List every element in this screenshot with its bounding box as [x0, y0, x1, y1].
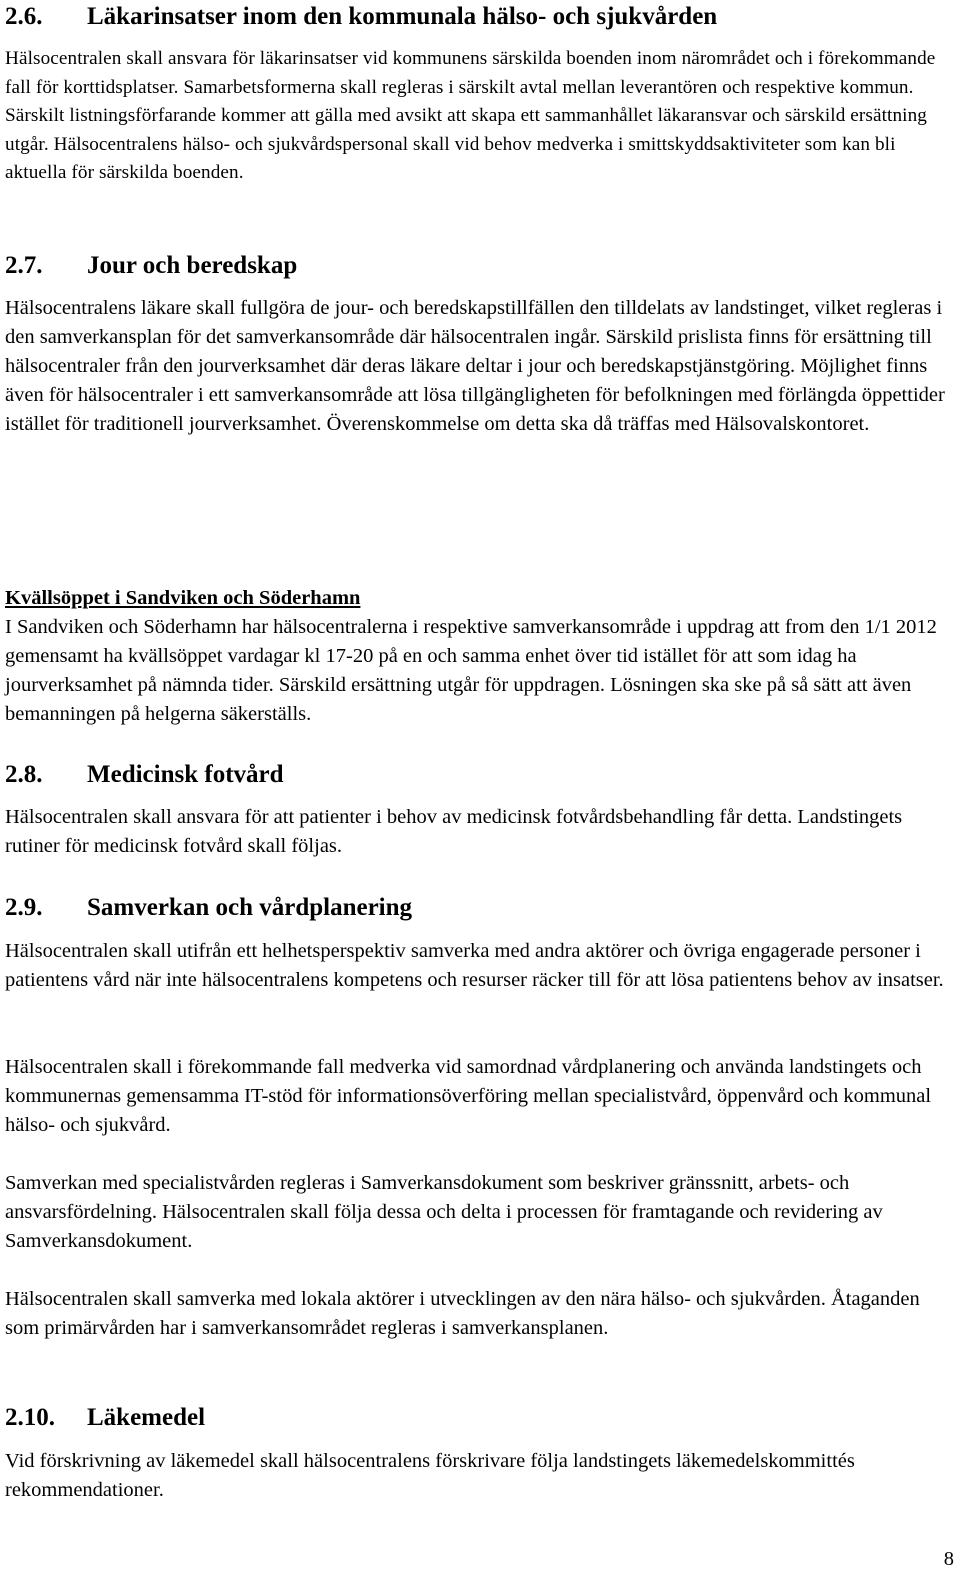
section-2-7-heading [5, 251, 956, 281]
section-number: 2.10. [5, 1404, 55, 1431]
section-2-9-heading [5, 893, 956, 923]
section-2-7-paragraph: Hälsocentralens läkare skall fullgöra de jour- och beredskapstillfällen den tilldelats av landstinget, vilket regleras i den samverkansplan för det samverkansområde där hälsocentralen ingår. Särskild prislista finns för ersättning till hälsocentraler från den jourverksamhet där deras läkare deltar i jour och beredskapstjänstgöring. Möjlighet finns även för hälsocentraler i ett samverkansområde att lösa tillgängligheten för befolkningen med förlängda öppettider istället för traditionell jourverksamhet. Överenskommelse om detta ska då träffas med Hälsovalskontoret. [5, 297, 945, 435]
section-2-10-heading [5, 1403, 956, 1433]
section-2-9-paragraph-4: Hälsocentralen skall samverka med lokala aktörer i utvecklingen av den nära hälso- och sjukvården. Åtaganden som primärvården har i samverkansområdet regleras i samverkansplanen. [5, 1288, 920, 1339]
section-2-10-paragraph: Vid förskrivning av läkemedel skall hälsocentralens förskrivare följa landstingets läkemedelskommittés rekommendationer. [5, 1450, 855, 1501]
kvallsoppet-paragraph: I Sandviken och Söderhamn har hälsocentralerna i respektive samverkansområde i uppdrag att from den 1/1 2012 gemensamt ha kvällsöppet vardagar kl 17-20 på en och samma enhet över tid istället för att som idag ha jourverksamhet på nämnda tider. Särskild ersättning utgår för uppdragen. Lösningen ska ske på så sätt att även bemanningen på helgerna säkerställs. [5, 616, 937, 725]
section-title: Läkarinsatser inom den kommunala hälso- och sjukvården [87, 3, 718, 30]
section-2-8-paragraph: Hälsocentralen skall ansvara för att patienter i behov av medicinsk fotvårdsbehandling får detta. Landstingets rutiner för medicinsk fotvård skall följas. [5, 806, 903, 857]
section-number: 2.6. [5, 3, 43, 30]
section-2-9-paragraph-1: Hälsocentralen skall utifrån ett helhetsperspektiv samverka med andra aktörer och övriga engagerade personer i patientens vård när inte hälsocentralens kompetens och resurser räcker till för att lösa patientens behov av insatser. [5, 940, 944, 991]
page-number: 8 [943, 1548, 954, 1570]
section-2-6-heading [5, 2, 956, 32]
section-2-9-paragraph-3: Samverkan med specialistvården regleras i Samverkansdokument som beskriver gränssnitt, arbets- och ansvarsfördelning. Hälsocentralen skall följa dessa och delta i processen för framtagande och revidering av Samverkansdokument. [5, 1172, 883, 1252]
section-title: Samverkan och vårdplanering [87, 894, 413, 921]
section-number: 2.7. [5, 252, 43, 279]
section-2-9-paragraph-2: Hälsocentralen skall i förekommande fall medverka vid samordnad vårdplanering och använda landstingets och kommunernas gemensamma IT-stöd för informationsöverföring mellan specialistvård, öppenvård och kommunal hälso- och sjukvård. [5, 1056, 932, 1136]
section-title: Läkemedel [87, 1404, 206, 1431]
subheading-kvallsoppet: Kvällsöppet i Sandviken och Söderhamn [5, 587, 361, 609]
section-2-6-paragraph: Hälsocentralen skall ansvara för läkarinsatser vid kommunens särskilda boenden inom närområdet och i förekommande fall för korttidsplatser. Samarbetsformerna skall regleras i särskilt avtal mellan leverantören och respektive kommun. Särskilt listningsförfarande kommer att gälla med avsikt att skapa ett sammanhållet läkaransvar och särskild ersättning utgår. Hälsocentralens hälso- och sjukvårdspersonal skall vid behov medverka i smittskyddsaktiviteter som kan bli aktuella för särskilda boenden. [5, 48, 936, 184]
section-number: 2.9. [5, 894, 43, 921]
section-number: 2.8. [5, 761, 43, 788]
section-title: Jour och beredskap [87, 252, 298, 279]
section-2-8-heading [5, 760, 956, 790]
section-title: Medicinsk fotvård [87, 761, 284, 788]
